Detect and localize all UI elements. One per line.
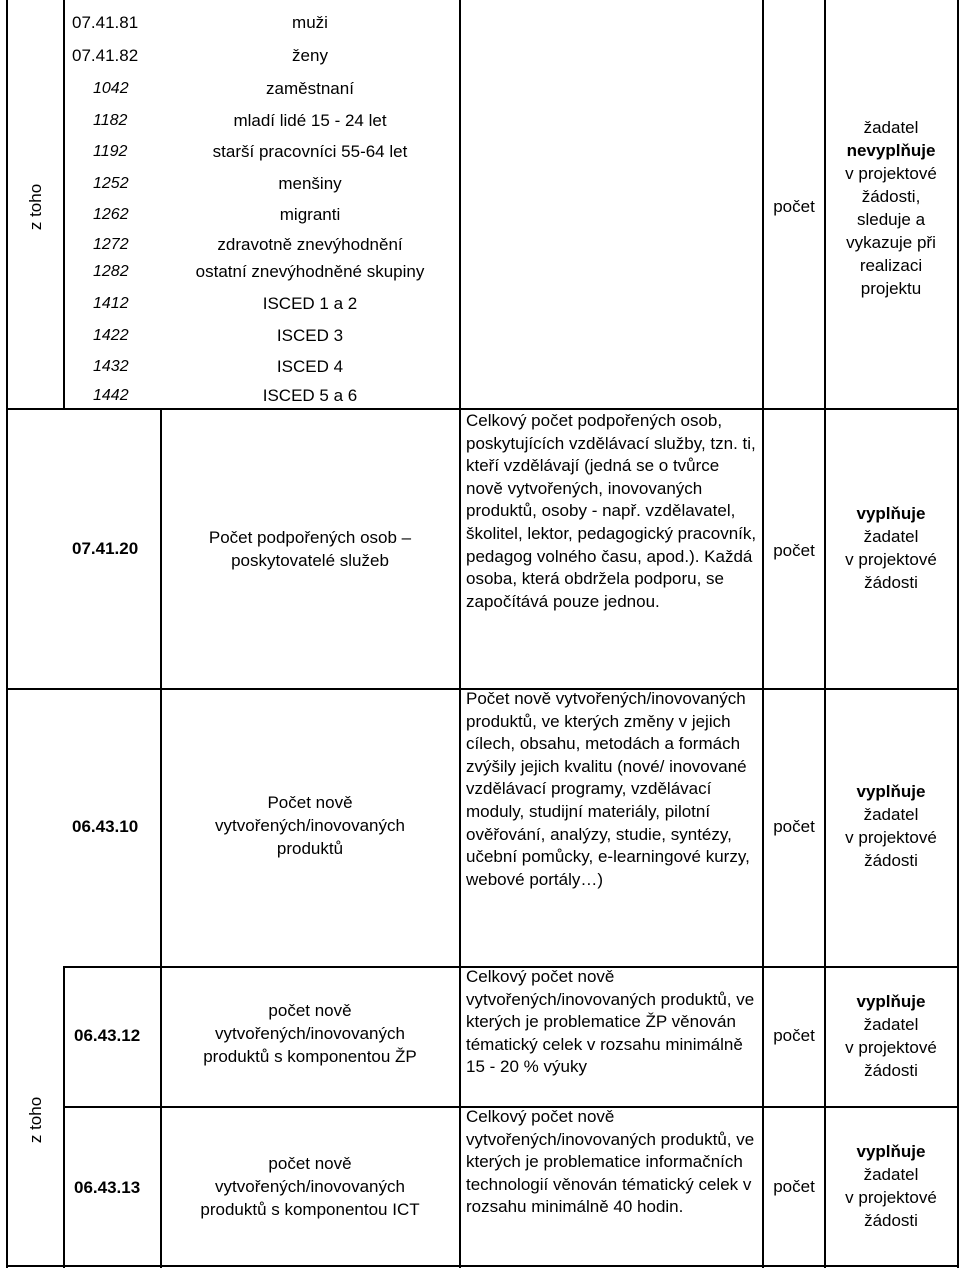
- category-code: 07.41.82: [72, 46, 139, 65]
- indicator-name-line: počet nově: [268, 1154, 352, 1173]
- grid-line: [63, 0, 65, 408]
- indicator-description: Celkový počet nově vytvořených/inovovaných produktů, ve kterých je problematice ŽP věnován tématický celek v rozsahu minimálně 15 - 20 % výuky: [466, 967, 755, 1077]
- category-code: 07.41.81: [72, 13, 139, 32]
- indicator-name-line: produktů s komponentou ŽP: [203, 1047, 417, 1066]
- note-line: v projektové: [845, 1038, 937, 1057]
- category-label: zdravotně znevýhodnění: [217, 235, 403, 254]
- note-line: žádosti: [864, 1061, 918, 1080]
- indicator-name: [162, 999, 458, 1068]
- indicator-name-line: počet nově: [268, 1001, 352, 1020]
- unit-label: počet: [773, 197, 815, 216]
- indicator-name-line: vytvořených/inovovaných: [215, 1024, 405, 1043]
- note-line: žádosti: [864, 573, 918, 592]
- indicator-name: [162, 791, 458, 860]
- sidebar-label-bottom: z toho: [26, 1096, 45, 1144]
- note-line: vyplňuje: [856, 782, 926, 801]
- indicator-note: [826, 502, 956, 594]
- indicator-code: 06.43.12: [74, 1026, 141, 1045]
- category-label: ISCED 4: [276, 357, 344, 376]
- category-code: 1442: [93, 387, 129, 404]
- category-code: 1262: [93, 206, 129, 223]
- top-note: [826, 116, 956, 300]
- note-line: vyplňuje: [856, 992, 926, 1011]
- category-code: 1422: [93, 327, 129, 344]
- indicator-name-line: produktů s komponentou ICT: [200, 1200, 420, 1219]
- note-line: v projektové: [845, 164, 937, 183]
- indicator-name-line: Počet nově: [267, 793, 353, 812]
- grid-line: [6, 1265, 959, 1267]
- category-code: 1282: [93, 263, 129, 280]
- category-label: zaměstnaní: [266, 79, 354, 98]
- category-code: 1432: [93, 358, 129, 375]
- note-line: žádosti,: [861, 187, 921, 206]
- note-line: žádosti: [864, 851, 918, 870]
- grid-line: [762, 0, 764, 1268]
- indicator-note: [826, 780, 956, 872]
- indicator-name-line: vytvořených/inovovaných: [215, 816, 405, 835]
- category-label: migranti: [279, 205, 341, 224]
- indicator-note: [826, 1140, 956, 1232]
- note-line: realizaci: [859, 256, 923, 275]
- category-code: 1182: [93, 112, 128, 129]
- note-line: žadatel: [863, 805, 919, 824]
- note-line: žadatel: [863, 1165, 919, 1184]
- note-line: vyplňuje: [856, 504, 926, 523]
- note-line: žadatel: [863, 1015, 919, 1034]
- indicator-name-line: Počet podpořených osob –: [208, 528, 412, 547]
- note-line: žádosti: [864, 1211, 918, 1230]
- grid-line: [459, 0, 461, 1268]
- indicator-code: 06.43.10: [72, 817, 139, 836]
- grid-line: [957, 0, 959, 1268]
- category-label: ISCED 5 a 6: [262, 386, 358, 405]
- unit-label: počet: [773, 541, 815, 560]
- category-label: mladí lidé 15 - 24 let: [233, 111, 387, 130]
- indicator-name: [162, 1152, 458, 1221]
- note-line: v projektové: [845, 828, 937, 847]
- unit-label: počet: [773, 1026, 815, 1045]
- indicator-description: Celkový počet podpořených osob, poskytujících vzdělávací služby, tzn. ti, kteří vzdělávají (jedná se o tvůrce nově vytvořených, inovovaných produktů, osoby - např. vzdělavatel, školitel, lektor, pedagogický pracovník, pedagog volného času, apod.). Každá osoba, která obdržela podporu, se započítává pouze jednou.: [466, 411, 757, 611]
- note-line: projektu: [860, 279, 922, 298]
- note-line: nevyplňuje: [846, 141, 936, 160]
- indicator-code: 06.43.13: [74, 1178, 141, 1197]
- category-code: 1252: [93, 175, 129, 192]
- indicator-name-line: vytvořených/inovovaných: [215, 1177, 405, 1196]
- category-label: menšiny: [278, 174, 342, 193]
- note-line: sleduje a: [856, 210, 926, 229]
- grid-line: [6, 0, 8, 1268]
- category-code: 1412: [93, 295, 129, 312]
- sidebar-label-top: z toho: [26, 183, 45, 231]
- indicator-code: 07.41.20: [72, 539, 139, 558]
- grid-line: [63, 968, 65, 1268]
- note-line: žadatel: [863, 118, 919, 137]
- category-code: 1272: [93, 236, 129, 253]
- category-label: ženy: [292, 46, 328, 65]
- unit-label: počet: [773, 817, 815, 836]
- indicator-description: Celkový počet nově vytvořených/inovovaných produktů, ve kterých je problematice informačních technologií věnován tématický celek v rozsahu minimálně 40 hodin.: [466, 1107, 755, 1217]
- note-line: vyplňuje: [856, 1142, 926, 1161]
- indicator-note: [826, 990, 956, 1082]
- indicator-name: [162, 526, 458, 572]
- note-line: v projektové: [845, 550, 937, 569]
- indicator-name-line: poskytovatelé služeb: [231, 551, 389, 570]
- note-line: v projektové: [845, 1188, 937, 1207]
- category-label: ISCED 1 a 2: [262, 294, 358, 313]
- note-line: žadatel: [863, 527, 919, 546]
- category-label: muži: [292, 13, 328, 32]
- note-line: vykazuje při: [846, 233, 936, 252]
- category-label: ostatní znevýhodněné skupiny: [195, 262, 425, 281]
- category-label: starší pracovníci 55-64 let: [212, 142, 408, 161]
- indicator-name-line: produktů: [276, 839, 344, 858]
- category-label: ISCED 3: [276, 326, 344, 345]
- indicator-description: Počet nově vytvořených/inovovaných produktů, ve kterých změny v jejich cílech, obsahu, metodách a formách zvýšily jejich kvalitu (nové/ inovované vzdělávací programy, vzdělávací moduly, studijní materiály, pilotní ověřování, analýzy, studie, syntézy, učební pomůcky, e-learningové kurzy, webové portály…): [466, 689, 750, 889]
- unit-label: počet: [773, 1177, 815, 1196]
- category-code: 1192: [93, 143, 128, 160]
- category-code: 1042: [93, 80, 129, 97]
